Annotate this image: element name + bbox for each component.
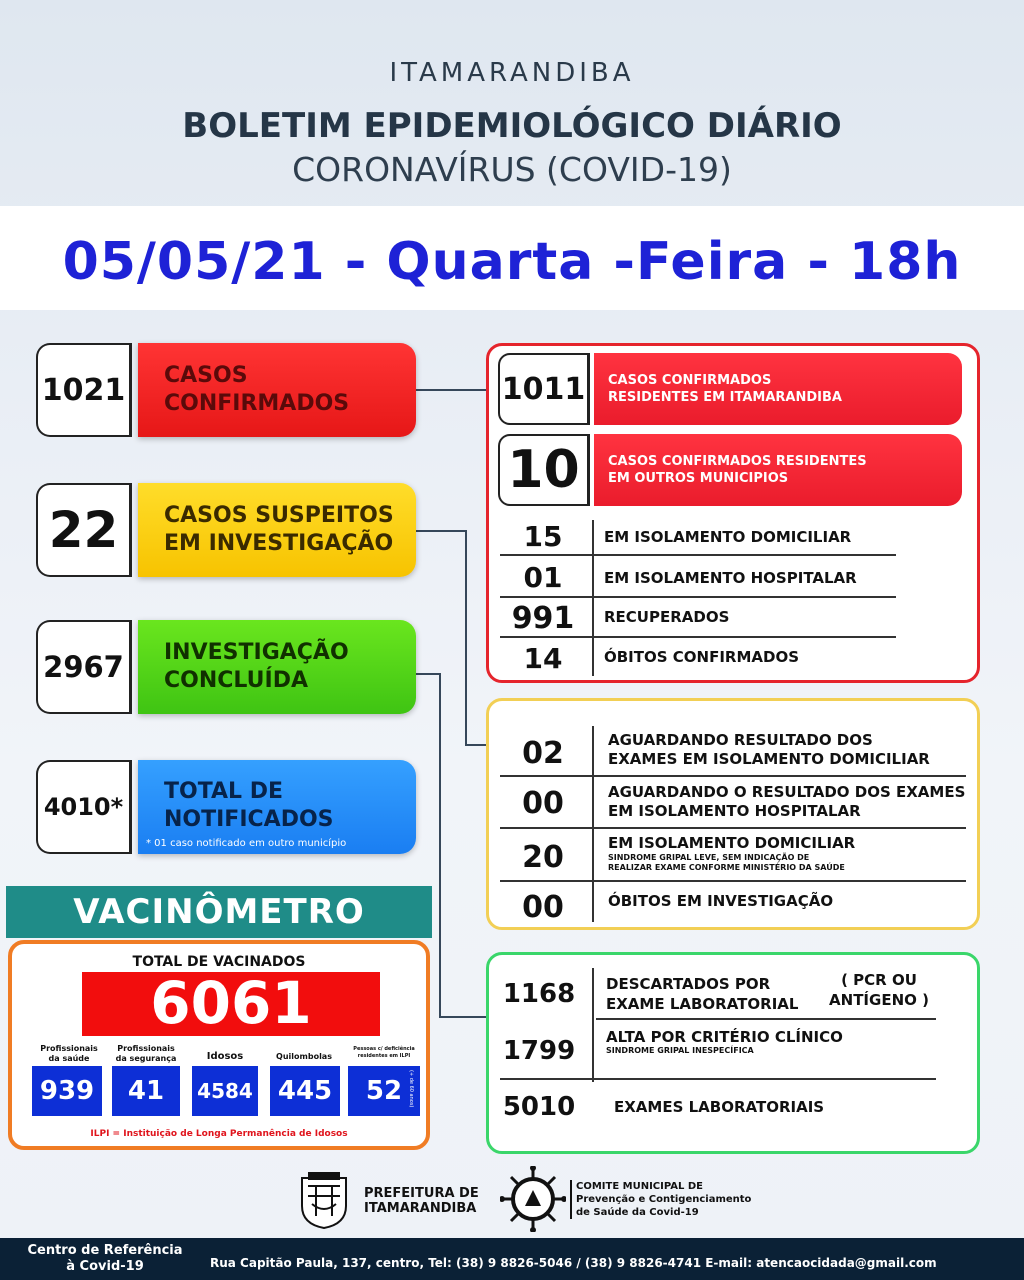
divider bbox=[500, 1078, 936, 1080]
confirmed-count: 1021 bbox=[36, 343, 132, 437]
recovered-label: RECUPERADOS bbox=[604, 608, 730, 626]
vaccine-title: VACINÔMETRO bbox=[6, 886, 432, 938]
divider bbox=[500, 827, 966, 829]
divider bbox=[500, 636, 896, 638]
mild-home-isolation-note: SINDROME GRIPAL LEVE, SEM INDICAÇÃO DE REALIZAR EXAME CONFORME MINISTÉRIO DA SAÚDE bbox=[608, 853, 845, 872]
other-municipalities-label: CASOS CONFIRMADOS RESIDENTES EM OUTROS MUNICIPIOS bbox=[608, 454, 867, 486]
awaiting-home-label: AGUARDANDO RESULTADO DOS EXAMES EM ISOLAMENTO DOMICILIAR bbox=[608, 731, 930, 768]
awaiting-home-count: 02 bbox=[522, 736, 564, 771]
deaths-label: ÓBITOS CONFIRMADOS bbox=[604, 648, 800, 666]
recovered-count: 991 bbox=[511, 601, 575, 636]
clinical-discharge-note: SINDROME GRIPAL INESPECÍFICA bbox=[606, 1046, 754, 1055]
comite-name: COMITE MUNICIPAL DE Prevenção e Contigenciamento de Saúde da Covid-19 bbox=[570, 1180, 751, 1219]
suspects-count: 22 bbox=[36, 483, 132, 577]
vaccine-category-value: 4584 bbox=[192, 1066, 258, 1116]
notified-label: TOTAL DE NOTIFICADOS bbox=[164, 779, 334, 832]
mild-home-isolation-label: EM ISOLAMENTO DOMICILIAR bbox=[608, 834, 856, 852]
bulletin-date: 05/05/21 - Quarta -Feira - 18h bbox=[62, 232, 962, 292]
city-title: ITAMARANDIBA bbox=[389, 58, 635, 88]
prefeitura-crest-icon bbox=[298, 1170, 350, 1230]
vaccine-category-value: 939 bbox=[32, 1066, 102, 1116]
prefeitura-name: PREFEITURA DE ITAMARANDIBA bbox=[364, 1186, 479, 1216]
awaiting-hospital-count: 00 bbox=[522, 786, 564, 821]
residents-count: 1011 bbox=[498, 353, 590, 425]
vaccine-category-label: Quilombolas bbox=[276, 1052, 332, 1061]
vaccine-category-label: Idosos bbox=[206, 1051, 244, 1062]
divider bbox=[500, 596, 896, 598]
connector-line bbox=[465, 744, 487, 746]
suspects-label: CASOS SUSPEITOS EM INVESTIGAÇÃO bbox=[164, 503, 394, 556]
home-isolation-label: EM ISOLAMENTO DOMICILIAR bbox=[604, 528, 852, 546]
vaccine-total-value: 6061 bbox=[82, 972, 380, 1036]
notified-count: 4010* bbox=[36, 760, 132, 854]
divider bbox=[592, 968, 594, 1082]
divider bbox=[592, 520, 594, 676]
vaccine-category-value: 52 bbox=[348, 1066, 420, 1116]
connector-line bbox=[439, 1016, 487, 1018]
notified-note: * 01 caso notificado em outro município bbox=[146, 838, 347, 849]
vaccine-total-label: TOTAL DE VACINADOS bbox=[132, 954, 306, 970]
vaccine-category-value: 445 bbox=[270, 1066, 340, 1116]
connector-line bbox=[416, 530, 466, 532]
discarded-test-type: ( PCR OU ANTÍGENO ) bbox=[829, 971, 929, 1009]
clinical-discharge-label: ALTA POR CRITÉRIO CLÍNICO bbox=[606, 1028, 843, 1046]
connector-line bbox=[439, 673, 441, 1018]
footer-contact: Rua Capitão Paula, 137, centro, Tel: (38) 9 8826-5046 / (38) 9 8826-4741 E-mail: atencaocidada@gmail.com bbox=[210, 1256, 937, 1270]
suspects-label-box bbox=[138, 483, 416, 577]
vaccine-category-label: Profissionais da saúde bbox=[40, 1044, 98, 1063]
discarded-label: DESCARTADOS POR EXAME LABORATORIAL bbox=[606, 975, 799, 1013]
bulletin-subtitle: CORONAVÍRUS (COVID-19) bbox=[292, 150, 732, 189]
clinical-discharge-count: 1799 bbox=[502, 1036, 576, 1066]
divider bbox=[592, 726, 594, 922]
residents-label-box bbox=[594, 353, 962, 425]
vaccine-category-label: Profissionais da segurança bbox=[115, 1044, 177, 1063]
hospital-isolation-label: EM ISOLAMENTO HOSPITALAR bbox=[604, 569, 857, 587]
confirmed-label-box bbox=[138, 343, 416, 437]
concluded-count: 2967 bbox=[36, 620, 132, 714]
hospital-isolation-count: 01 bbox=[523, 561, 563, 594]
discarded-count: 1168 bbox=[502, 979, 576, 1009]
other-municipalities-label-box bbox=[594, 434, 962, 506]
vaccine-category-label: Pessoas c/ deficiência residentes em ILPI bbox=[353, 1046, 415, 1059]
confirmed-label: CASOS CONFIRMADOS bbox=[164, 363, 350, 416]
vaccine-category-value: 41 bbox=[112, 1066, 180, 1116]
divider bbox=[500, 775, 966, 777]
deaths-count: 14 bbox=[523, 642, 563, 675]
deaths-investigation-label: ÓBITOS EM INVESTIGAÇÃO bbox=[608, 892, 834, 910]
footer-center-name: Centro de Referência à Covid-19 bbox=[27, 1243, 183, 1274]
lab-exams-count: 5010 bbox=[502, 1092, 576, 1122]
residents-label: CASOS CONFIRMADOS RESIDENTES EM ITAMARANDIBA bbox=[608, 373, 842, 405]
bulletin-title: BOLETIM EPIDEMIOLÓGICO DIÁRIO bbox=[182, 106, 842, 146]
divider bbox=[596, 1018, 936, 1020]
mild-home-isolation-count: 20 bbox=[522, 840, 564, 875]
deaths-investigation-count: 00 bbox=[522, 890, 564, 925]
connector-line bbox=[465, 530, 467, 746]
vaccine-footnote: ILPI = Instituição de Longa Permanência de Idosos bbox=[90, 1129, 348, 1139]
divider bbox=[500, 554, 896, 556]
awaiting-hospital-label: AGUARDANDO O RESULTADO DOS EXAMES EM ISOLAMENTO HOSPITALAR bbox=[608, 783, 966, 820]
vaccine-category-side-note: (+ de 60 anos) bbox=[408, 1070, 414, 1108]
connector-line bbox=[416, 673, 440, 675]
divider bbox=[500, 880, 966, 882]
concluded-label-box bbox=[138, 620, 416, 714]
other-municipalities-count: 10 bbox=[498, 434, 590, 506]
lab-exams-label: EXAMES LABORATORIAIS bbox=[614, 1098, 825, 1116]
home-isolation-count: 15 bbox=[523, 520, 563, 553]
virus-icon bbox=[500, 1166, 566, 1232]
concluded-label: INVESTIGAÇÃO CONCLUÍDA bbox=[164, 640, 349, 693]
